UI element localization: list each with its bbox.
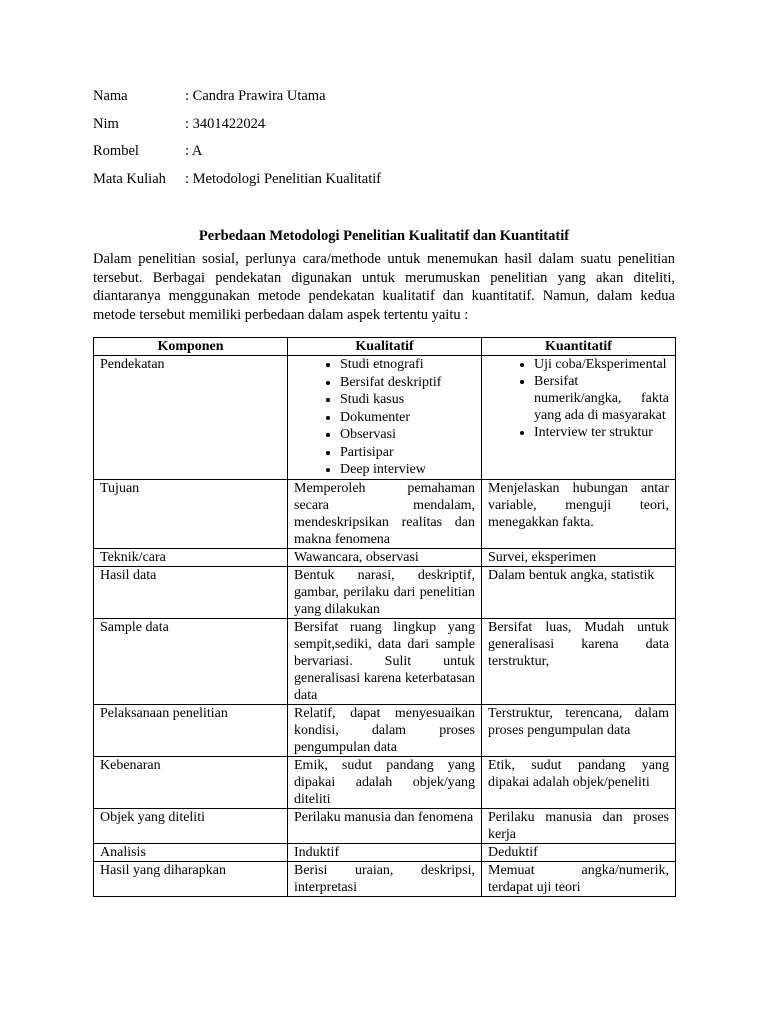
cell-kuantitatif: Deduktif (482, 843, 676, 861)
table-row (94, 861, 676, 896)
list-item: • Uji coba/Eksperimental (534, 356, 669, 373)
list-item: • Partisipar (340, 444, 475, 462)
list-item: • Observasi (340, 426, 475, 444)
list-item: • Dokumenter (340, 409, 475, 427)
info-row-rombel (93, 141, 493, 169)
cell-komponen: Pelaksanaan penelitian (94, 704, 288, 756)
cell-kualitatif: Berisi uraian, deskripsi, interpretasi (288, 861, 482, 896)
nim-value: : 3401422024 (185, 115, 266, 132)
cell-kualitatif-list (288, 356, 482, 480)
header-kuantitatif: Kuantitatif (482, 338, 676, 356)
cell-kuantitatif: Etik, sudut pandang yang dipakai adalah objek/peneliti (482, 756, 676, 808)
kualitatif-bullet-list (294, 356, 475, 479)
list-item: • Studi etnografi (340, 356, 475, 374)
cell-komponen: Analisis (94, 843, 288, 861)
list-item: • Bersifat deskriptif (340, 374, 475, 392)
name-value: : Candra Prawira Utama (185, 88, 326, 104)
list-item: • Deep interview (340, 461, 475, 479)
cell-kualitatif: Induktif (288, 843, 482, 861)
cell-kualitatif: Memperoleh pemahaman secara mendalam, mendeskripsikan realitas dan makna fenomena (288, 479, 482, 548)
cell-kualitatif: Relatif, dapat menyesuaikan kondisi, dalam proses pengumpulan data (288, 704, 482, 756)
cell-komponen: Pendekatan (94, 356, 288, 480)
cell-kualitatif: Perilaku manusia dan fenomena (288, 808, 482, 843)
table-row (94, 704, 676, 756)
cell-kualitatif: Emik, sudut pandang yang dipakai adalah objek/yang diteliti (288, 756, 482, 808)
table-row (94, 479, 676, 548)
list-item: • Interview ter struktur (534, 424, 669, 441)
table-row (94, 808, 676, 843)
comparison-table (93, 337, 676, 897)
table-row (94, 843, 676, 861)
cell-kuantitatif-list (482, 356, 676, 480)
nim-label: Nim (93, 115, 119, 132)
cell-kualitatif: Wawancara, observasi (288, 548, 482, 566)
info-row-name (93, 86, 493, 114)
header-komponen: Komponen (94, 338, 288, 356)
cell-komponen: Sample data (94, 618, 288, 704)
intro-paragraph: Dalam penelitian sosial, perlunya cara/methode untuk menemukan hasil dalam suatu penelitian tersebut. Berbagai pendekatan digunakan untuk merumuskan penelitian yang akan diteliti, diantaranya menggunakan metode pendekatan kualitatif dan kuantitatif. Namun, dalam kedua metode tersebut memiliki perbedaan dalam aspek tertentu yaitu : (93, 251, 675, 323)
course-label: Mata Kuliah (93, 170, 166, 187)
rombel-value: : A (185, 143, 203, 159)
table-row (94, 566, 676, 618)
name-label: Nama (93, 88, 128, 104)
table-row (94, 548, 676, 566)
cell-kuantitatif: Terstruktur, terencana, dalam proses pengumpulan data (482, 704, 676, 756)
cell-kuantitatif: Survei, eksperimen (482, 548, 676, 566)
cell-komponen: Hasil data (94, 566, 288, 618)
student-info (93, 86, 493, 196)
cell-kuantitatif: Memuat angka/numerik, terdapat uji teori (482, 861, 676, 896)
table-row (94, 756, 676, 808)
table-row (94, 618, 676, 704)
cell-kuantitatif: Bersifat luas, Mudah untuk generalisasi karena data terstruktur, (482, 618, 676, 704)
info-row-course (93, 169, 493, 197)
cell-komponen: Tujuan (94, 479, 288, 548)
cell-kualitatif: Bentuk narasi, deskriptif, gambar, perilaku dari penelitian yang dilakukan (288, 566, 482, 618)
rombel-label: Rombel (93, 143, 139, 159)
cell-kualitatif: Bersifat ruang lingkup yang sempit,sediki, data dari sample bervariasi. Sulit untuk generalisasi karena keterbatasan data (288, 618, 482, 704)
info-row-nim (93, 114, 493, 142)
table-row-pendekatan (94, 356, 676, 480)
cell-komponen: Objek yang diteliti (94, 808, 288, 843)
document-title: Perbedaan Metodologi Penelitian Kualitatif dan Kuantitatif (198, 228, 570, 244)
kuantitatif-bullet-list (488, 356, 669, 441)
cell-kuantitatif: Dalam bentuk angka, statistik (482, 566, 676, 618)
cell-kuantitatif: Menjelaskan hubungan antar variable, menguji teori, menegakkan fakta. (482, 479, 676, 548)
cell-komponen: Teknik/cara (94, 548, 288, 566)
table-header-row (94, 338, 676, 356)
list-item: • Bersifat numerik/angka, fakta yang ada di masyarakat (534, 373, 669, 424)
list-item: • Studi kasus (340, 391, 475, 409)
course-value: : Metodologi Penelitian Kualitatif (185, 170, 382, 187)
cell-komponen: Kebenaran (94, 756, 288, 808)
cell-komponen: Hasil yang diharapkan (94, 861, 288, 896)
header-kualitatif: Kualitatif (288, 338, 482, 356)
cell-kuantitatif: Perilaku manusia dan proses kerja (482, 808, 676, 843)
